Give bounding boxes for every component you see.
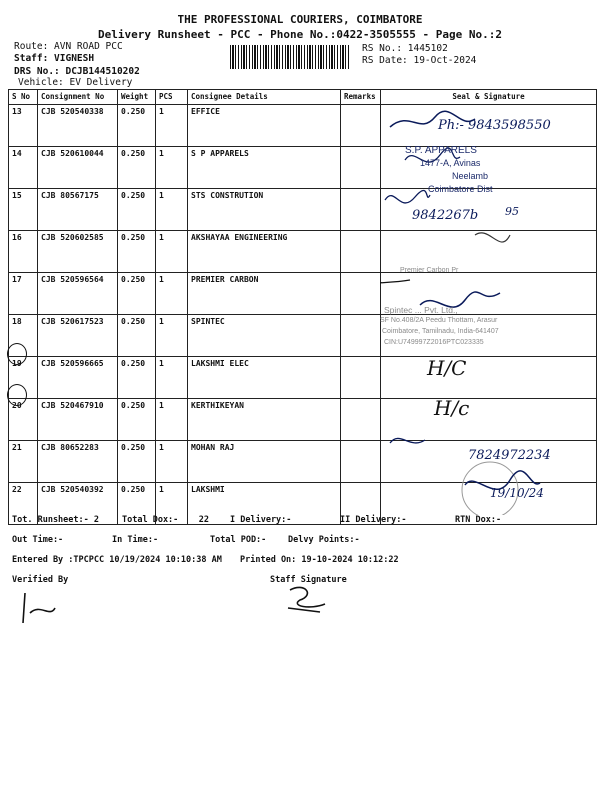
- staff-signature: [280, 580, 340, 620]
- rs-date: RS Date: 19-Oct-2024: [362, 55, 477, 66]
- printed-on: Printed On: 19-10-2024 10:12:22: [240, 555, 399, 565]
- cell-remarks: [341, 441, 381, 483]
- cell-remarks: [341, 189, 381, 231]
- col-pcs: PCS: [156, 90, 188, 105]
- cell-consignee: PREMIER CARBON: [188, 273, 341, 315]
- cell-consignee: LAKSHMI: [188, 483, 341, 525]
- stamp-text: S.P. APPARELS: [405, 145, 477, 156]
- delivery-points: Delvy Points:-: [288, 535, 360, 545]
- cell-pcs: 1: [156, 483, 188, 525]
- cell-remarks: [341, 105, 381, 147]
- cell-consignee: EFFICE: [188, 105, 341, 147]
- cell-remarks: [341, 147, 381, 189]
- circle-mark: [7, 343, 27, 365]
- cell-pcs: 1: [156, 315, 188, 357]
- cell-weight: 0.250: [118, 357, 156, 399]
- col-consignment: Consignment No: [38, 90, 118, 105]
- col-remarks: Remarks: [341, 90, 381, 105]
- handwritten-hc: H/c: [434, 396, 470, 420]
- cell-remarks: [341, 315, 381, 357]
- staff-signature-label: Staff Signature: [270, 575, 347, 585]
- handwritten-phone: 7824972234: [468, 448, 551, 463]
- barcode: [230, 45, 350, 69]
- cell-consignment: CJB 80652283: [38, 441, 118, 483]
- cell-weight: 0.250: [118, 273, 156, 315]
- cell-consignment: CJB 520540338: [38, 105, 118, 147]
- staff-label: Staff: VIGNESH: [14, 53, 95, 64]
- cell-consignment: CJB 520467910: [38, 399, 118, 441]
- verified-by-label: Verified By: [12, 575, 69, 585]
- cell-weight: 0.250: [118, 231, 156, 273]
- cell-sno: 21: [9, 441, 38, 483]
- company-title: THE PROFESSIONAL COURIERS, COIMBATORE: [177, 13, 423, 26]
- rs-number: RS No.: 1445102: [362, 43, 448, 54]
- cell-consignee: KERTHIKEYAN: [188, 399, 341, 441]
- cell-pcs: 1: [156, 399, 188, 441]
- stamp-text: Coimbatore, Tamilnadu, India-641407: [382, 328, 499, 335]
- cell-remarks: [341, 399, 381, 441]
- ii-delivery: II Delivery:-: [340, 515, 407, 525]
- handwritten-phone: Ph:- 9843598550: [438, 118, 551, 133]
- drs-number: DRS No.: DCJB144510202: [14, 66, 140, 77]
- cell-pcs: 1: [156, 147, 188, 189]
- total-runsheet: Tot. Runsheet:- 2: [12, 515, 99, 525]
- total-pod: Total POD:-: [210, 535, 267, 545]
- vehicle-label: Vehicle: EV Delivery: [18, 77, 133, 88]
- cell-consignment: CJB 80567175: [38, 189, 118, 231]
- cell-consignment: CJB 520602585: [38, 231, 118, 273]
- verified-signature: [15, 588, 75, 628]
- handwritten-number: 95: [505, 205, 519, 218]
- rtn-dox: RTN Dox:-: [455, 515, 502, 525]
- cell-pcs: 1: [156, 189, 188, 231]
- cell-sno: 22: [9, 483, 38, 525]
- cell-consignment: CJB 520617523: [38, 315, 118, 357]
- cell-weight: 0.250: [118, 315, 156, 357]
- stamp-text: Neelamb: [452, 171, 489, 181]
- cell-weight: 0.250: [118, 147, 156, 189]
- cell-consignment: CJB 520596665: [38, 357, 118, 399]
- handwritten-hc: H/C: [427, 356, 467, 380]
- in-time: In Time:-: [112, 535, 159, 545]
- col-consignee: Consignee Details: [188, 90, 341, 105]
- handwritten-date: 19/10/24: [490, 486, 544, 500]
- cell-sno: 19: [9, 357, 38, 399]
- cell-consignment: CJB 520540392: [38, 483, 118, 525]
- cell-consignment: CJB 520596564: [38, 273, 118, 315]
- cell-sno: 20: [9, 399, 38, 441]
- stamp-text: SF No.408/2A Peedu Thottam, Arasur: [380, 317, 498, 324]
- cell-consignee: MOHAN RAJ: [188, 441, 341, 483]
- stamp-text: 1477-A, Avinas: [420, 158, 481, 168]
- cell-sno: 14: [9, 147, 38, 189]
- cell-sno: 15: [9, 189, 38, 231]
- cell-sno: 18: [9, 315, 38, 357]
- cell-sno: 13: [9, 105, 38, 147]
- cell-consignment: CJB 520610044: [38, 147, 118, 189]
- cell-consignee: S P APPARELS: [188, 147, 341, 189]
- i-delivery: I Delivery:-: [230, 515, 292, 525]
- cell-pcs: 1: [156, 441, 188, 483]
- cell-weight: 0.250: [118, 189, 156, 231]
- col-seal: Seal & Signature: [381, 90, 597, 105]
- out-time: Out Time:-: [12, 535, 64, 545]
- runsheet-title: Delivery Runsheet - PCC - Phone No.:0422-3505555 - Page No.:2: [98, 28, 502, 41]
- cell-pcs: 1: [156, 273, 188, 315]
- cell-remarks: [341, 357, 381, 399]
- col-sno: S No: [9, 90, 38, 105]
- stamp-text: Coimbatore Dist: [428, 184, 493, 194]
- col-weight: Weight: [118, 90, 156, 105]
- total-dox: Total Dox:- 22: [122, 515, 209, 525]
- cell-sno: 17: [9, 273, 38, 315]
- cell-consignee: SPINTEC: [188, 315, 341, 357]
- table-header-row: [9, 90, 597, 105]
- stamp-text: Premier Carbon Pr: [400, 267, 459, 274]
- circle-mark: [7, 384, 27, 406]
- stamp-text: Spintec ... Pvt. Ltd.,: [384, 305, 458, 315]
- cell-remarks: [341, 273, 381, 315]
- cell-sno: 16: [9, 231, 38, 273]
- stamp-text: CIN:U749997Z2016PTC023335: [384, 339, 484, 346]
- cell-consignee: STS CONSTRUTION: [188, 189, 341, 231]
- cell-weight: 0.250: [118, 441, 156, 483]
- cell-consignee: AKSHAYAA ENGINEERING: [188, 231, 341, 273]
- cell-remarks: [341, 231, 381, 273]
- route-label: Route: AVN ROAD PCC: [14, 41, 123, 52]
- cell-weight: 0.250: [118, 399, 156, 441]
- handwritten-phone: 9842267b: [412, 208, 479, 223]
- entered-by: Entered By :TPCPCC 10/19/2024 10:10:38 AM: [12, 555, 222, 565]
- cell-pcs: 1: [156, 357, 188, 399]
- cell-consignee: LAKSHMI ELEC: [188, 357, 341, 399]
- cell-weight: 0.250: [118, 483, 156, 525]
- cell-weight: 0.250: [118, 105, 156, 147]
- cell-pcs: 1: [156, 105, 188, 147]
- cell-pcs: 1: [156, 231, 188, 273]
